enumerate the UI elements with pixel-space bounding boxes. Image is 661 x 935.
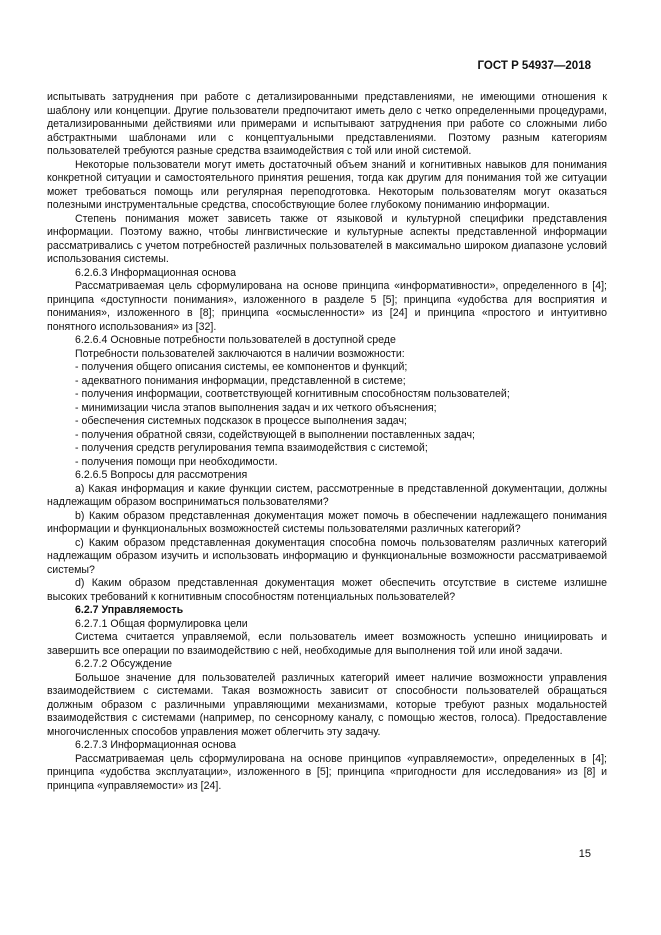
list-item: - минимизации числа этапов выполнения задач и их четкого объяснения; (75, 401, 437, 414)
paragraph: Рассматриваемая цель сформулирована на основе принципов «управляемости», определенных в [4]; принципа «удобства эксплуатации», изложенного в [5]; принципа «пригодности для исследования» из [8] и принципа «управляемости» из [24]. (47, 752, 607, 792)
page-number: 15 (578, 848, 591, 860)
question-item: b) Каким образом представленная документация может помочь в обеспечении надлежащего понимания информации и функциональных возможностей системы пользователями различных категорий? (47, 509, 607, 535)
paragraph: Рассматриваемая цель сформулирована на основе принципа «информативности», определенного в [4]; принципа «доступности понимания», изложенного в разделе 5 [5]; принципа «удобства для восприятия и понимания», изложенного в [8]; принципа «осмысленности» из [24] и принципа «простого и интуитивно понятного использования» из [32]. (47, 280, 607, 333)
paragraph: Большое значение для пользователей различных категорий имеет наличие возможности управления взаимодействием с системами. Такая возможность зависит от способности пользователей обращаться должным образом с различными управляющими механизмами, которые требуют разных модальностей взаимодействия с системами (например, по сенсорному каналу, с помощью жестов, голоса). Предоставление многочисленных способов управления может облегчить эту задачу. (47, 671, 607, 738)
list-item: - обеспечения системных подсказок в процессе выполнения задач; (75, 415, 407, 427)
question-item: a) Какая информация и какие функции систем, рассмотренные в представленной документации, должны надлежащим образом восприниматься пользователями? (47, 482, 607, 508)
subsection-heading: 6.2.7.1 Общая формулировка цели (75, 617, 248, 630)
section-heading: 6.2.7 Управляемость (75, 604, 184, 616)
paragraph: испытывать затруднения при работе с детализированными представлениями, не имеющими отношения к шаблону или концепции. Другие пользователи предпочитают иметь дело с четко определенными процедурами, детализированными действиями или примерами и испытывают затруднения при работе со сложными либо абстрактными шаблонами или с концептуальными представлениями. Поэтому разным категориям пользователей требуются разные средства взаимодействия с той или иной системой. (47, 91, 607, 157)
list-item: - получения общего описания системы, ее компонентов и функций; (75, 361, 408, 373)
question-item: c) Каким образом представленная документация способна помочь пользователям различных категорий надлежащим образом изучить и использовать информацию и функциональные возможности рассматриваемой системы? (47, 536, 607, 576)
paragraph: Система считается управляемой, если пользователь имеет возможность успешно инициировать и завершить все операции по взаимодействию с ней, необходимые для выполнения той или иной задачи. (47, 631, 607, 657)
subsection-heading: 6.2.6.4 Основные потребности пользователей в доступной среде (75, 334, 396, 346)
subsection-heading: 6.2.7.2 Обсуждение (75, 658, 173, 670)
list-item: - получения средств регулирования темпа взаимодействия с системой; (75, 442, 428, 454)
subsection-heading: 6.2.6.5 Вопросы для рассмотрения (75, 469, 248, 481)
list-item: - получения помощи при необходимости. (75, 455, 278, 468)
document-header: ГОСТ Р 54937—2018 (477, 60, 591, 72)
paragraph: Степень понимания может зависеть также от языковой и культурной специфики представления информации. Поэтому важно, чтобы лингвистические и культурные аспекты представленной информации рассматривались с учетом потребностей различных пользователей в максимально широком диапазоне условий использования системы. (47, 212, 607, 265)
list-item: - получения обратной связи, содействующей в выполнении поставленных задач; (75, 428, 475, 441)
subsection-heading: 6.2.7.3 Информационная основа (75, 739, 236, 751)
paragraph: Некоторые пользователи могут иметь достаточный объем знаний и когнитивных навыков для понимания конкретной ситуации и самостоятельного принятия решения, тогда как другим для понимания той же ситуации может требоваться помощь или регулярная переподготовка. Некоторым пользователям могут оказаться полезными инструментальные средства, способствующие более глубокому пониманию информации. (47, 158, 607, 211)
document-body (47, 91, 607, 793)
paragraph: Потребности пользователей заключаются в наличии возможности: (75, 347, 405, 360)
subsection-heading: 6.2.6.3 Информационная основа (75, 266, 236, 279)
question-item: d) Каким образом представленная документация может обеспечить отсутствие в системе излишне высоких требований к когнитивным способностям потенциальных пользователей? (47, 577, 607, 603)
list-item: - адекватного понимания информации, представленной в системе; (75, 374, 406, 387)
list-item: - получения информации, соответствующей когнитивным способностям пользователей; (75, 388, 510, 400)
